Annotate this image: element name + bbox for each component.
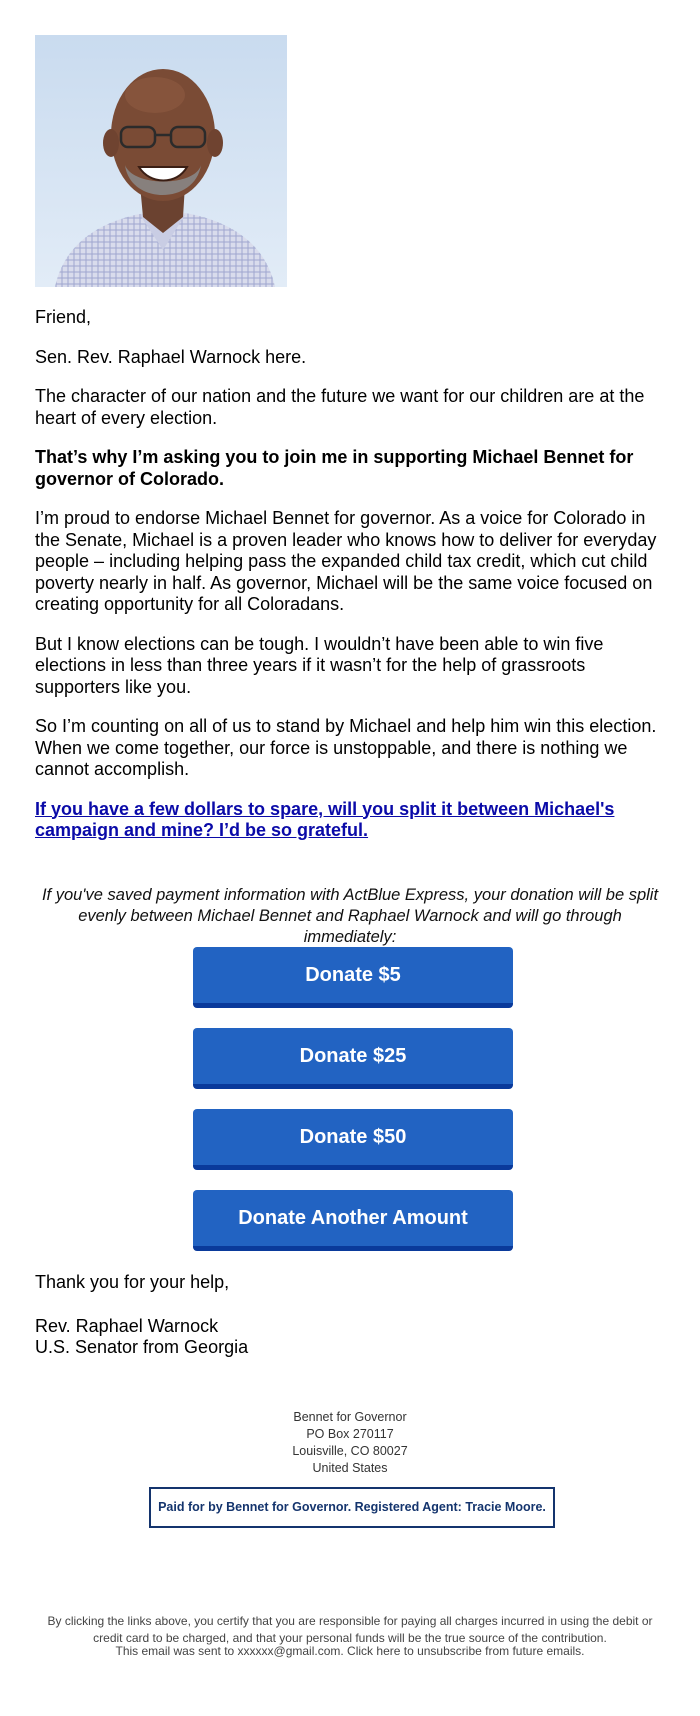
- footer-org: Bennet for Governor: [293, 1410, 407, 1424]
- unsubscribe-text[interactable]: This email was sent to xxxxxx@gmail.com. Click here to unsubscribe from future emails.: [115, 1644, 585, 1658]
- paragraph-1: The character of our nation and the future we want for our children are at the heart of every election.: [35, 386, 645, 428]
- donate-25-button[interactable]: Donate $25: [193, 1028, 513, 1089]
- thanks-line: Thank you for your help,: [35, 1272, 230, 1292]
- donate-50-button[interactable]: Donate $50: [193, 1109, 513, 1170]
- donate-5-button[interactable]: Donate $5: [193, 947, 513, 1008]
- signer-name: Rev. Raphael Warnock: [35, 1315, 219, 1336]
- paid-for-disclaimer: Paid for by Bennet for Governor. Registered Agent: Tracie Moore.: [149, 1487, 555, 1528]
- intro-line: Sen. Rev. Raphael Warnock here.: [35, 346, 307, 367]
- donate-buttons: [193, 947, 513, 1251]
- footer-address: [0, 1409, 700, 1477]
- greeting: Friend,: [35, 307, 92, 327]
- email-content: [35, 35, 665, 842]
- sent-to-line: [40, 1643, 660, 1660]
- legal-disclaimer: By clicking the links above, you certify that you are responsible for paying all charges incurred in using the debit or credit card to be charged, and that your personal funds will be the true source of the contribution.: [47, 1614, 653, 1645]
- paragraph-5: So I’m counting on all of us to stand by Michael and help him win this election. When we come together, our force is unstoppable, and there is nothing we cannot accomplish.: [35, 716, 657, 779]
- footer-po-box: PO Box 270117: [306, 1427, 394, 1441]
- cta-link[interactable]: If you have a few dollars to spare, will you split it between Michael's campaign and mine? I’d be so grateful.: [35, 798, 615, 840]
- paragraph-2-bold: That’s why I’m asking you to join me in supporting Michael Bennet for governor of Colorado.: [35, 447, 634, 489]
- signer-title: U.S. Senator from Georgia: [35, 1337, 249, 1357]
- footer-country: United States: [312, 1461, 388, 1475]
- express-note-wrap: [35, 885, 665, 948]
- paragraph-3: I’m proud to endorse Michael Bennet for governor. As a voice for Colorado in the Senate, Michael is a proven leader who knows how to deliver for everyday people – including helping pass the expanded child tax credit, which cut child poverty nearly in half. As governor, Michael will be the same voice focused on creating opportunity for all Coloradans.: [35, 508, 657, 614]
- paragraph-4: But I know elections can be tough. I wouldn’t have been able to win five elections in less than three years if it wasn’t for the help of grassroots supporters like you.: [35, 633, 604, 697]
- cta-paragraph: [35, 799, 665, 842]
- donate-other-amount-button[interactable]: Donate Another Amount: [193, 1190, 513, 1251]
- signoff: [35, 1272, 665, 1359]
- footer-city: Louisville, CO 80027: [292, 1444, 408, 1458]
- candidate-photo: [35, 35, 287, 287]
- actblue-express-note: If you've saved payment information with ActBlue Express, your donation will be split evenly between Michael Bennet and Raphael Warnock and will go through immediately:: [41, 886, 659, 946]
